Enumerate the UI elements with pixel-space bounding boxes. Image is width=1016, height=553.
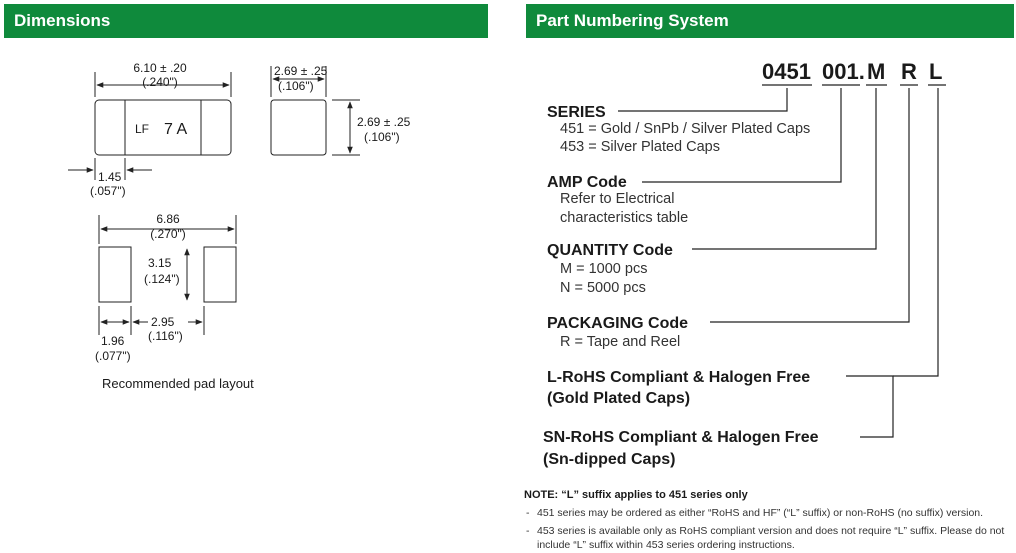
- pad-overall-label: 6.86: [156, 212, 180, 226]
- quantity-leader: [692, 88, 876, 249]
- pad-layout-caption: Recommended pad layout: [102, 376, 254, 391]
- top-length-inch-label: (.240"): [142, 75, 178, 89]
- pad-width-label: 1.96: [101, 334, 125, 348]
- dimensions-title: Dimensions: [14, 11, 111, 30]
- note-item-1: 451 series may be ordered as either “RoHS and HF” (“L” suffix) or non-RoHS (no suffix) version.: [537, 507, 984, 519]
- quantity-line-2: N = 5000 pcs: [560, 280, 646, 296]
- pad-left: [99, 247, 131, 302]
- snrohs-title: SN-RoHS Compliant & Halogen Free: [543, 429, 819, 446]
- series-leader: [618, 88, 787, 111]
- code-part-series: 0451: [762, 59, 811, 84]
- cap-width-label: 1.45: [98, 170, 122, 184]
- end-body: [271, 100, 326, 155]
- pad-height-label: 3.15: [148, 256, 172, 270]
- snrohs-subtitle: (Sn-dipped Caps): [543, 451, 676, 468]
- top-length-label: 6.10 ± .20: [133, 61, 187, 75]
- note-bullet: -: [526, 525, 530, 537]
- note-bullet: -: [526, 507, 530, 519]
- quantity-line-1: M = 1000 pcs: [560, 261, 648, 277]
- series-title: SERIES: [547, 104, 606, 121]
- amp-line-1: Refer to Electrical: [560, 191, 675, 207]
- quantity-title: QUANTITY Code: [547, 242, 673, 259]
- code-part-packaging: R: [901, 59, 917, 84]
- pad-height-inch-label: (.124"): [144, 272, 180, 286]
- series-line-1: 451 = Gold / SnPb / Silver Plated Caps: [560, 121, 811, 137]
- note-item-3: include “L” suffix within 453 series ordering instructions.: [537, 539, 795, 551]
- gap-label: 2.95: [151, 315, 175, 329]
- note-item-2: 453 series is available only as RoHS compliant version and does not require “L” suffix. Please do not: [537, 525, 1005, 537]
- end-width-label: 2.69 ± .25: [274, 64, 328, 78]
- marking-logo: LF: [135, 122, 150, 136]
- series-line-2: 453 = Silver Plated Caps: [560, 139, 720, 155]
- code-part-amp: 001.: [822, 59, 865, 84]
- amp-line-2: characteristics table: [560, 210, 689, 226]
- code-part-quantity: M: [867, 59, 886, 84]
- pad-width-inch-label: (.077"): [95, 349, 131, 363]
- lrohs-title: L-RoHS Compliant & Halogen Free: [547, 369, 811, 386]
- end-height-label: 2.69 ± .25: [357, 115, 411, 129]
- code-part-rohs: L: [929, 59, 943, 84]
- packaging-title: PACKAGING Code: [547, 315, 689, 332]
- cap-width-inch-label: (.057"): [90, 184, 126, 198]
- note-title: NOTE: “L” suffix applies to 451 series only: [524, 489, 748, 501]
- end-width-inch-label: (.106"): [278, 79, 314, 93]
- part-numbering-title: Part Numbering System: [536, 11, 729, 30]
- gap-inch-label: (.116"): [148, 329, 183, 343]
- pad-overall-inch-label: (.270"): [150, 227, 186, 241]
- packaging-line-1: R = Tape and Reel: [560, 334, 681, 350]
- amp-title: AMP Code: [547, 174, 627, 191]
- fuse-body: [95, 100, 231, 155]
- rohs-bracket: [846, 376, 893, 437]
- lrohs-subtitle: (Gold Plated Caps): [547, 390, 691, 407]
- end-height-inch-label: (.106"): [364, 130, 400, 144]
- rohs-leader: [893, 88, 938, 376]
- pad-right: [204, 247, 236, 302]
- marking-rating: 7 A: [164, 121, 188, 138]
